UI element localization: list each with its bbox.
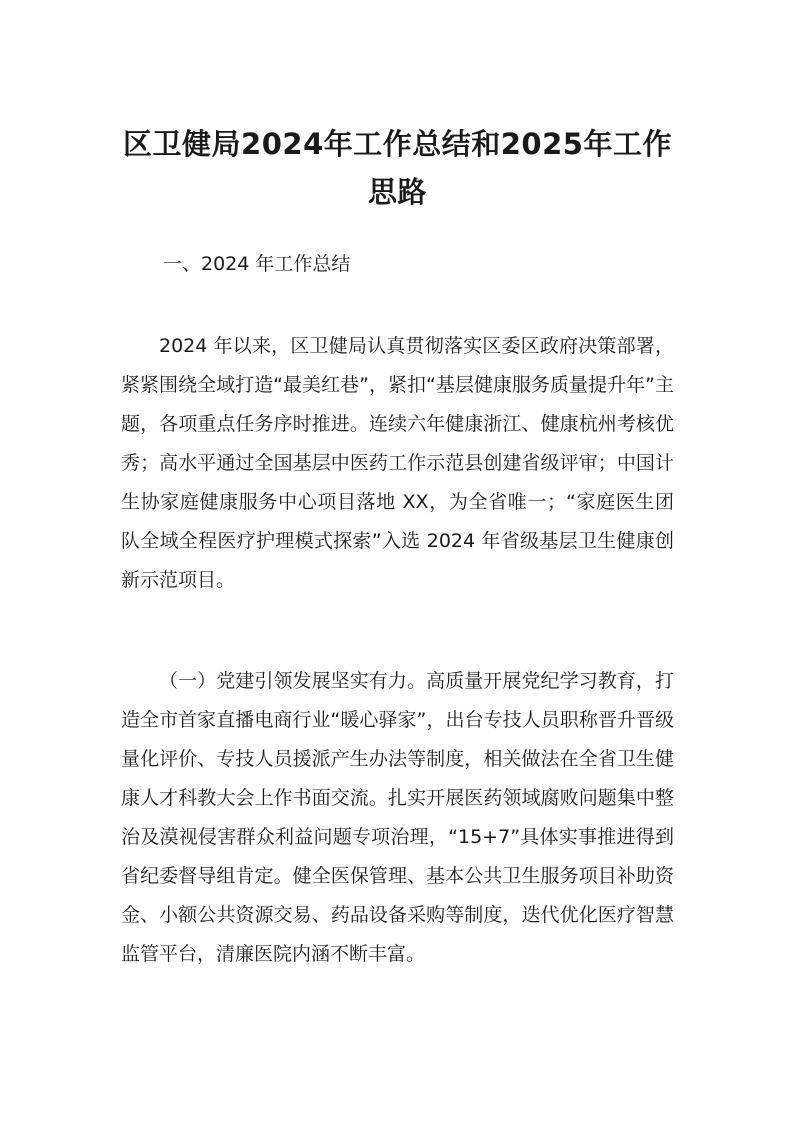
- body-paragraph: 2024 年以来，区卫健局认真贯彻落实区委区政府决策部署，紧紧围绕全域打造“最美红巷”，紧扣“基层健康服务质量提升年”主题，各项重点任务序时推进。连续六年健康浙江、健康杭州考核优秀；高水平通过全国基层中医药工作示范县创建省级评审；中国计生协家庭健康服务中心项目落地 XX，为全省唯一；“家庭医生团队全域全程医疗护理模式探索”入选 2024 年省级基层卫生健康创新示范项目。: [121, 335, 674, 591]
- document-title: 区卫健局2024年工作总结和2025年工作思路: [123, 127, 672, 209]
- body-paragraph: （一）党建引领发展坚实有力。高质量开展党纪学习教育，打造全市首家直播电商行业“暖心驿家”，出台专技人员职称晋升晋级量化评价、专技人员援派产生办法等制度，相关做法在全省卫生健康人才科教大会上作书面交流。扎实开展医药领域腐败问题集中整治及漠视侵害群众利益问题专项治理，“15+7”具体实事推进得到省纪委督导组肯定。健全医保管理、基本公共卫生服务项目补助资金、小额公共资源交易、药品设备采购等制度，迭代优化医疗智慧监管平台，清廉医院内涵不断丰富。: [121, 670, 674, 965]
- section-heading: 一、2024 年工作总结: [163, 253, 351, 275]
